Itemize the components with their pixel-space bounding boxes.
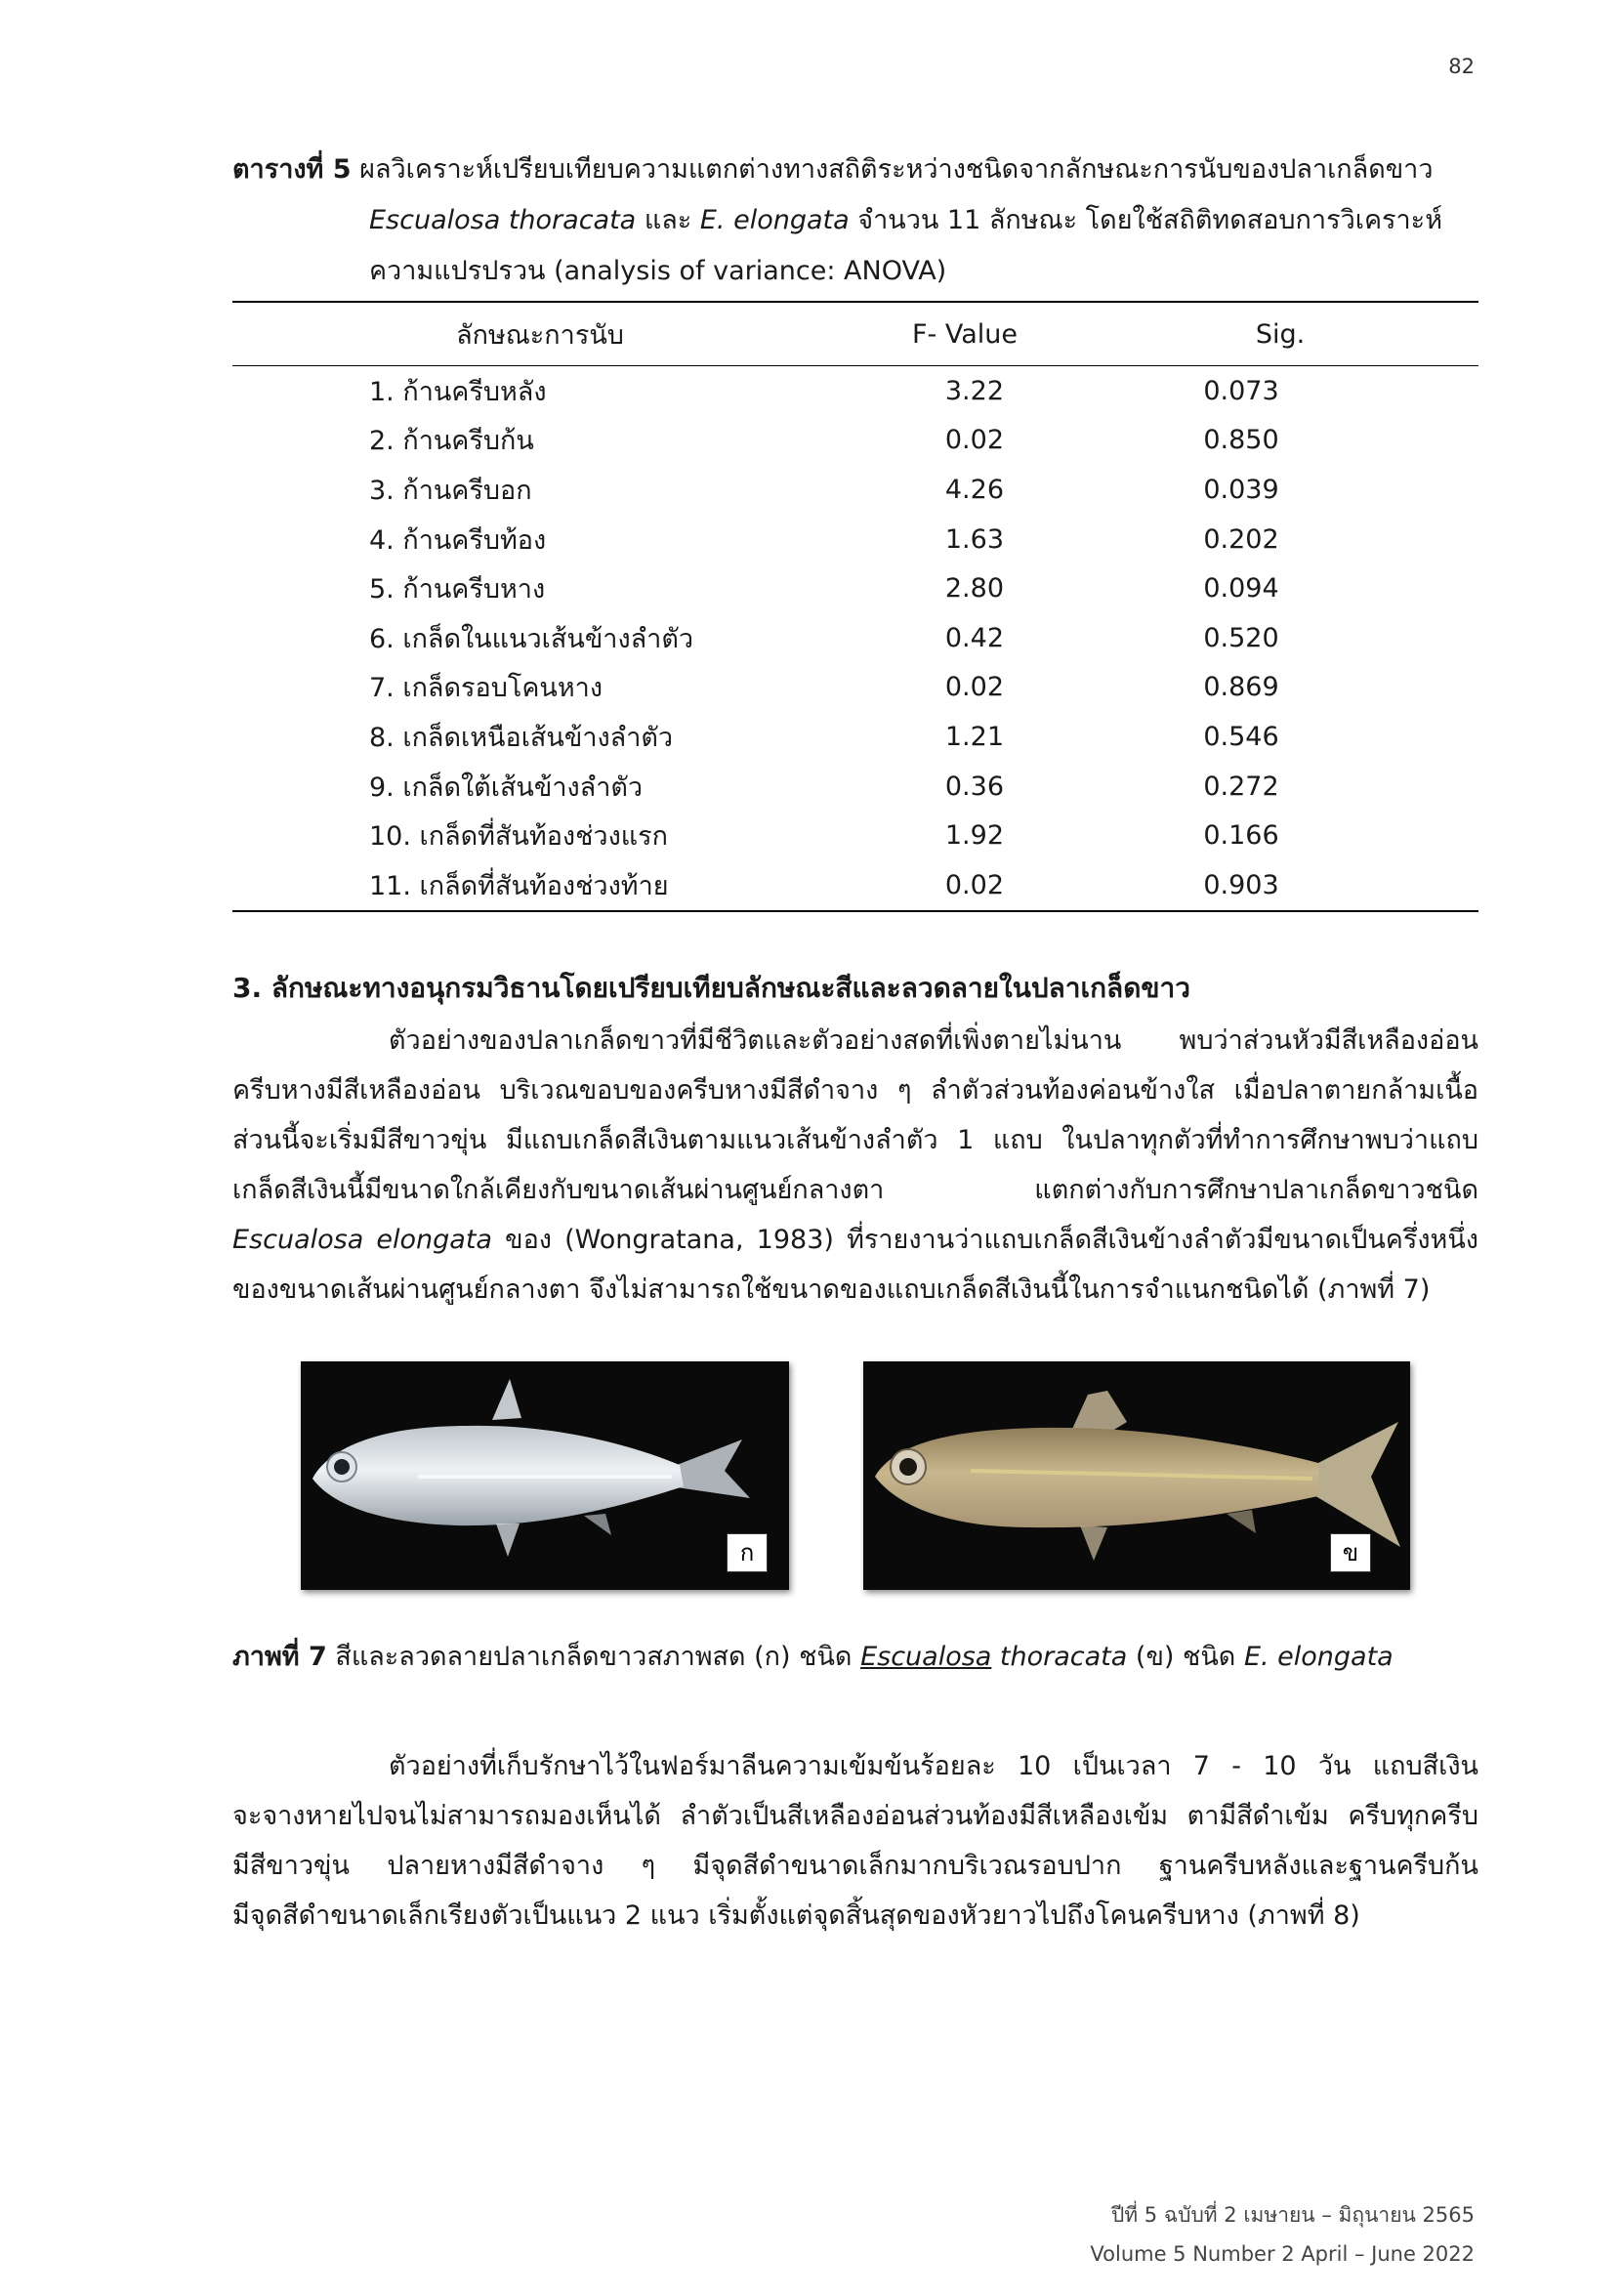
sig-cell: 0.903 — [1082, 860, 1478, 911]
trait-cell: 4. ก้านครีบท้อง — [369, 524, 547, 556]
paragraph-line: เกล็ดสีเงินนี้มีขนาดใกล้เคียงกับขนาดเส้นผ่านศูนย์กลางตา แตกต่างกับการศึกษาปลาเกล็ดขาวชนิด — [232, 1175, 1478, 1205]
trait-cell: 1. ก้านครีบหลัง — [369, 376, 547, 407]
figure-caption-text: สีและลวดลายปลาเกล็ดขาวสภาพสด (ก) ชนิด — [335, 1642, 853, 1672]
anova-table — [232, 301, 1478, 912]
figure-label: ภาพที่ 7 — [232, 1642, 327, 1672]
fish-image-elongata — [863, 1361, 1410, 1590]
f-value-cell: 2.80 — [944, 573, 1004, 605]
species-name: Escualosa thoracata — [369, 205, 637, 235]
sig-cell: 0.073 — [1203, 375, 1279, 406]
fish-photo-a — [301, 1361, 789, 1590]
paragraph-live-coloration — [232, 1016, 1478, 1315]
caption-conjunction: และ — [644, 205, 692, 235]
trait-cell: 10. เกล็ดที่สันท้องช่วงแรก — [369, 821, 669, 853]
section-heading: 3. ลักษณะทางอนุกรมวิธานโดยเปรียบเทียบลักษณะสีและลวดลายในปลาเกล็ดขาว — [232, 972, 1190, 1004]
table-row — [232, 416, 1478, 466]
table-row — [232, 811, 1478, 860]
paragraph-line: มีจุดสีดำขนาดเล็กเรียงตัวเป็นแนว 2 แนว เริ่มตั้งแต่จุดสิ้นสุดของหัวยาวไปถึงโคนครีบหาง (ภาพที่ 8) — [232, 1900, 1360, 1931]
trait-cell: 6. เกล็ดในแนวเส้นข้างลำตัว — [369, 623, 694, 654]
sig-cell: 0.272 — [1203, 771, 1279, 802]
species-name-2: E. elongata — [1243, 1642, 1394, 1672]
species-name: thoracata — [999, 1642, 1128, 1672]
trait-cell: 11. เกล็ดที่สันท้องช่วงท้าย — [232, 860, 848, 911]
paragraph-line — [232, 1215, 1478, 1265]
f-value-cell: 3.22 — [944, 375, 1004, 406]
table-row — [232, 366, 1478, 416]
sig-cell: 0.039 — [1203, 474, 1279, 505]
table-row — [232, 762, 1478, 812]
footer-english: Volume 5 Number 2 April – June 2022 — [1090, 2242, 1475, 2266]
paragraph-line: ตัวอย่างที่เก็บรักษาไว้ในฟอร์มาลีนความเข้มข้นร้อยละ 10 เป็นเวลา 7 - 10 วัน แถบสีเงิน — [389, 1751, 1478, 1781]
sig-cell: 0.546 — [1203, 721, 1279, 752]
paragraph-line: ครีบหางมีสีเหลืองอ่อน บริเวณขอบของครีบหางมีสีดำจาง ๆ ลำตัวส่วนท้องค่อนข้างใส เมื่อปลาตายกล้ามเนื้อ — [232, 1075, 1478, 1106]
table-row — [232, 663, 1478, 713]
table-row — [232, 613, 1478, 663]
genus-name: Escualosa — [860, 1642, 992, 1672]
trait-cell: 7. เกล็ดรอบโคนหาง — [369, 673, 603, 704]
f-value-cell: 0.02 — [848, 860, 1082, 911]
species-name-2: E. elongata — [699, 205, 850, 235]
f-value-cell: 1.63 — [944, 523, 1004, 555]
paragraph-line-rest: ของ (Wongratana, 1983) ที่รายงานว่าแถบเกล็ดสีเงินข้างลำตัวมีขนาดเป็นครึ่งหนึ่ง — [505, 1225, 1478, 1255]
f-value-cell: 0.36 — [944, 771, 1004, 802]
paragraph-line: ตัวอย่างของปลาเกล็ดขาวที่มีชีวิตและตัวอย่างสดที่เพิ่งตายไม่นาน พบว่าส่วนหัวมีสีเหลืองอ่อน — [389, 1025, 1478, 1056]
header-f-value: F- Value — [848, 302, 1082, 366]
f-value-cell: 0.42 — [944, 622, 1004, 653]
table-caption-line-2 — [369, 195, 1442, 246]
table-caption-line-3: ความแปรปรวน (analysis of variance: ANOVA) — [369, 256, 947, 286]
table-row — [232, 465, 1478, 515]
fish-photo-b — [863, 1361, 1410, 1590]
figure-caption-mid: (ข) ชนิด — [1135, 1642, 1236, 1672]
sig-cell: 0.202 — [1203, 523, 1279, 555]
trait-cell: 9. เกล็ดใต้เส้นข้างลำตัว — [369, 772, 644, 803]
table-row — [232, 712, 1478, 762]
sig-cell: 0.850 — [1203, 425, 1279, 456]
header-sig: Sig. — [1082, 302, 1478, 366]
sig-cell: 0.869 — [1203, 672, 1279, 703]
table-row — [232, 564, 1478, 613]
fish-image-thoracata — [301, 1361, 789, 1590]
paragraph-line: ส่วนนี้จะเริ่มมีสีขาวขุ่น มีแถบเกล็ดสีเงินตามแนวเส้นข้างลำตัว 1 แถบ ในปลาทุกตัวที่ทำการศึกษาพบว่าแถบ — [232, 1125, 1478, 1155]
paragraph-preserved-coloration — [232, 1741, 1478, 1941]
f-value-cell: 1.21 — [944, 721, 1004, 752]
f-value-cell: 0.02 — [944, 425, 1004, 456]
table-caption-line-1: ผลวิเคราะห์เปรียบเทียบความแตกต่างทางสถิติระหว่างชนิดจากลักษณะการนับของปลาเกล็ดขาว — [359, 154, 1434, 185]
header-trait: ลักษณะการนับ — [232, 302, 848, 366]
table-row — [232, 860, 1478, 911]
trait-cell: 5. ก้านครีบหาง — [369, 574, 546, 605]
table-header-row — [232, 302, 1478, 366]
table-row — [232, 515, 1478, 564]
paragraph-line: จะจางหายไปจนไม่สามารถมองเห็นได้ ลำตัวเป็นสีเหลืองอ่อนส่วนท้องมีสีเหลืองเข้ม ตามีสีดำเข้ม ครีบทุกครีบ — [232, 1801, 1478, 1831]
f-value-cell: 1.92 — [944, 820, 1004, 852]
figure-caption — [232, 1635, 1394, 1677]
sig-cell: 0.094 — [1203, 573, 1279, 605]
table-label: ตารางที่ 5 — [232, 154, 352, 185]
sig-cell: 0.166 — [1203, 820, 1279, 852]
species-name: Escualosa elongata — [232, 1225, 492, 1255]
footer-thai: ปีที่ 5 ฉบับที่ 2 เมษายน – มิถุนายน 2565 — [1110, 2203, 1475, 2227]
trait-cell: 2. ก้านครีบก้น — [369, 426, 534, 457]
paragraph-line: มีสีขาวขุ่น ปลายหางมีสีดำจาง ๆ มีจุดสีดำขนาดเล็กมากบริเวณรอบปาก ฐานครีบหลังและฐานครีบก้น — [232, 1851, 1478, 1881]
figure-tag-b: ข — [1330, 1533, 1371, 1572]
trait-cell: 3. ก้านครีบอก — [369, 475, 532, 506]
page-number: 82 — [1448, 55, 1475, 78]
sig-cell: 0.520 — [1203, 622, 1279, 653]
trait-cell: 8. เกล็ดเหนือเส้นข้างลำตัว — [369, 722, 674, 753]
f-value-cell: 4.26 — [944, 474, 1004, 505]
paragraph-line: ของขนาดเส้นผ่านศูนย์กลางตา จึงไม่สามารถใช้ขนาดของแถบเกล็ดสีเงินนี้ในการจำแนกชนิดได้ (ภาพที่ 7) — [232, 1274, 1431, 1305]
caption-line-2-rest: จำนวน 11 ลักษณะ โดยใช้สถิติทดสอบการวิเคราะห์ — [857, 205, 1442, 235]
figure-tag-a: ก — [727, 1533, 768, 1572]
f-value-cell: 0.02 — [944, 672, 1004, 703]
